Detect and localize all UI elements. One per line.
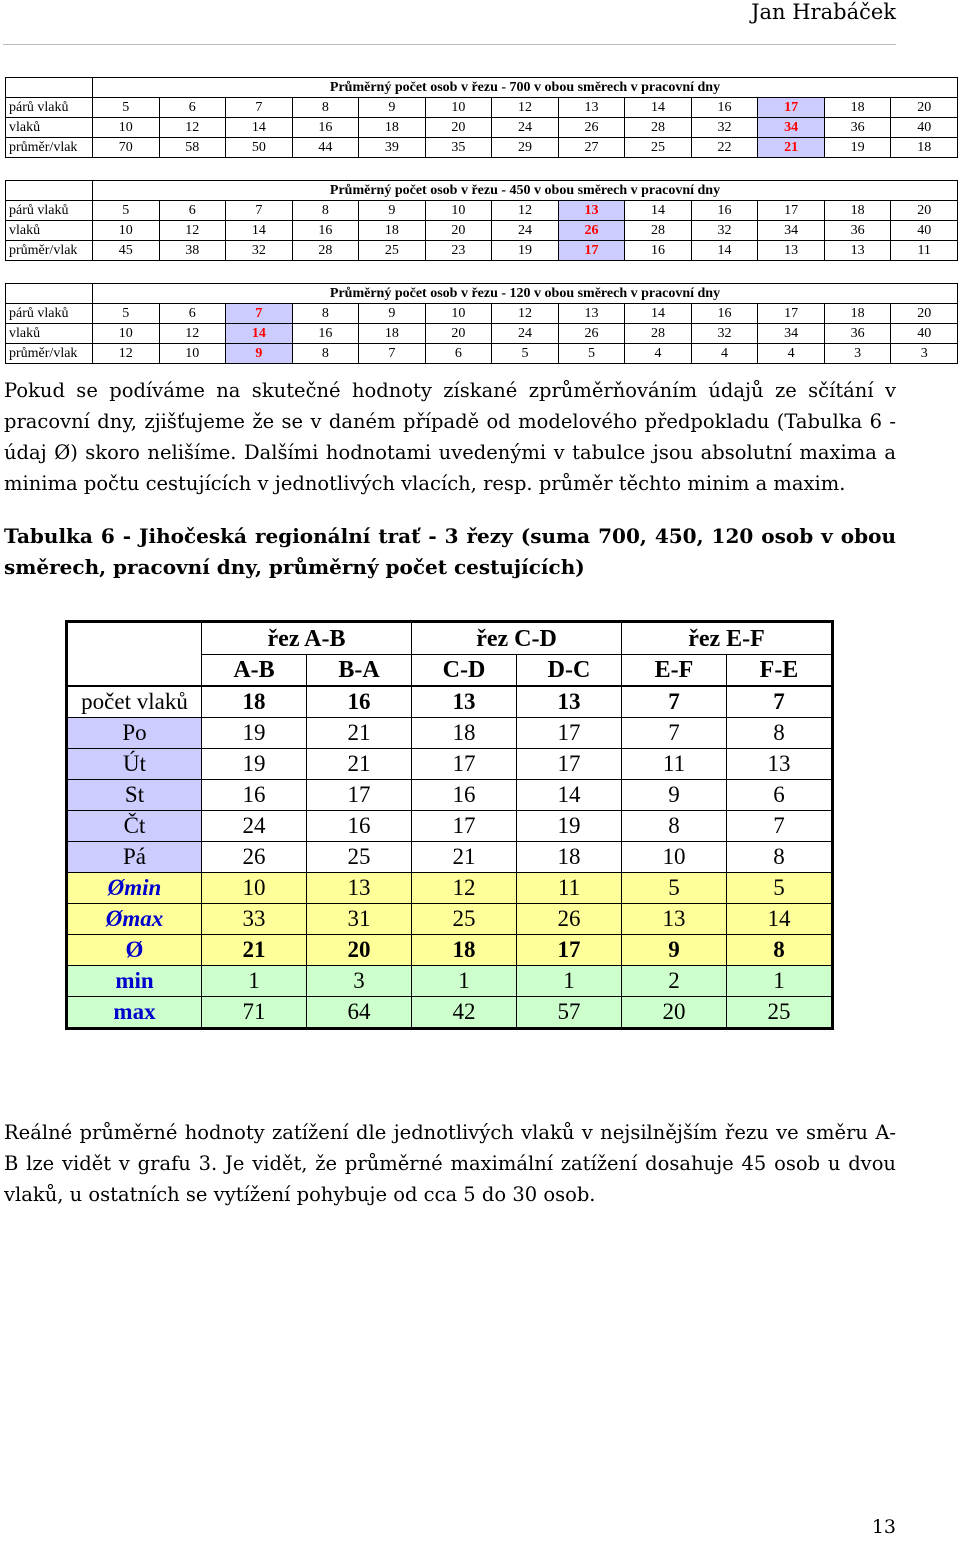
- row-label: Pá: [67, 842, 202, 873]
- row-label: vlaků: [6, 221, 93, 241]
- row-label: průměr/vlak: [6, 138, 93, 158]
- row-label: průměr/vlak: [6, 344, 93, 364]
- table-row: Po 19 21 18 17 7 8: [67, 718, 833, 749]
- highlight-cell: 17: [558, 241, 625, 261]
- row-label: Po: [67, 718, 202, 749]
- row-label: párů vlaků: [6, 304, 93, 324]
- direction-header: F-E: [727, 655, 833, 687]
- row-label: průměr/vlak: [6, 241, 93, 261]
- highlight-cell: 34: [758, 118, 825, 138]
- table-title: Průměrný počet osob v řezu - 120 v obou směrech v pracovní dny: [93, 284, 958, 304]
- table-row: průměr/vlak 70 58 50 44 39 35 29 27 25 22 21 19 18: [6, 138, 958, 158]
- highlight-cell: 17: [758, 98, 825, 118]
- highlight-cell: 21: [758, 138, 825, 158]
- highlight-cell: 26: [558, 221, 625, 241]
- row-label: počet vlaků: [67, 686, 202, 718]
- row-label: min: [67, 966, 202, 997]
- highlight-cell: 9: [226, 344, 293, 364]
- direction-header: E-F: [622, 655, 727, 687]
- page-number: 13: [871, 1516, 896, 1538]
- table-row: Pá 26 25 21 18 10 8: [67, 842, 833, 873]
- section-header: řez A-B: [202, 622, 412, 655]
- table-row: St 16 17 16 14 9 6: [67, 780, 833, 811]
- header-divider: [3, 44, 896, 45]
- table-title: Průměrný počet osob v řezu - 450 v obou směrech v pracovní dny: [93, 181, 958, 201]
- body-paragraph-2: Reálné průměrné hodnoty zatížení dle jednotlivých vlaků v nejsilnějším řezu ve směru A-B lze vidět v grafu 3. Je vidět, že průměrné maximální zatížení dosahuje 45 osob u dvou vlaků, u ostatních se vytížení pohybuje od cca 5 do 30 osob.: [4, 1121, 896, 1206]
- row-label: St: [67, 780, 202, 811]
- section-header: řez E-F: [622, 622, 833, 655]
- table-row: Ømax 33 31 25 26 13 14: [67, 904, 833, 935]
- table-row: párů vlaků 5 6 7 8 9 10 12 13 14 16 17 18 20: [6, 201, 958, 221]
- highlight-cell: 7: [226, 304, 293, 324]
- table-row: Čt 24 16 17 19 8 7: [67, 811, 833, 842]
- row-label: párů vlaků: [6, 201, 93, 221]
- table-row: průměr/vlak 12 10 9 8 7 6 5 5 4 4 4 3 3: [6, 344, 958, 364]
- avg-table-120: [5, 283, 958, 364]
- table-caption: Tabulka 6 - Jihočeská regionální trať - 3 řezy (suma 700, 450, 120 osob v obou směrech, pracovní dny, průměrný počet cestujících): [4, 524, 896, 579]
- table-row: max 71 64 42 57 20 25: [67, 997, 833, 1029]
- table-row: párů vlaků 5 6 7 8 9 10 12 13 14 16 17 18 20: [6, 304, 958, 324]
- table-row: Út 19 21 17 17 11 13: [67, 749, 833, 780]
- table-row: vlaků 10 12 14 16 18 20 24 26 28 32 34 36 40: [6, 324, 958, 344]
- table-row: vlaků 10 12 14 16 18 20 24 26 28 32 34 36 40: [6, 118, 958, 138]
- row-label: párů vlaků: [6, 98, 93, 118]
- table-title: Průměrný počet osob v řezu - 700 v obou směrech v pracovní dny: [93, 78, 958, 98]
- row-label: Čt: [67, 811, 202, 842]
- header-author: Jan Hrabáček: [751, 0, 896, 24]
- table-row: průměr/vlak 45 38 32 28 25 23 19 17 16 14 13 13 11: [6, 241, 958, 261]
- row-label: Út: [67, 749, 202, 780]
- highlight-cell: 14: [226, 324, 293, 344]
- row-label: Ømin: [67, 873, 202, 904]
- row-label: Ømax: [67, 904, 202, 935]
- direction-header: D-C: [517, 655, 622, 687]
- row-label: vlaků: [6, 324, 93, 344]
- table-row: párů vlaků 5 6 7 8 9 10 12 13 14 16 17 18 20: [6, 98, 958, 118]
- table-row: počet vlaků 18 16 13 13 7 7: [67, 686, 833, 718]
- direction-header: A-B: [202, 655, 307, 687]
- avg-table-700: [5, 77, 958, 158]
- highlight-cell: 13: [558, 201, 625, 221]
- row-label: Ø: [67, 935, 202, 966]
- main-summary-table: [65, 620, 834, 1030]
- table-row: Ømin 10 13 12 11 5 5: [67, 873, 833, 904]
- body-paragraph: Pokud se podíváme na skutečné hodnoty získané zprůměrňováním údajů ze sčítání v pracovní dny, zjišťujeme že se v daném případě od modelového předpokladu (Tabulka 6 - údaj Ø) skoro nelišíme. Dalšími hodnotami uvedenými v tabulce jsou absolutní maxima a minima počtu cestujících v jednotlivých vlacích, resp. průměr těchto minim a maxim.: [4, 379, 896, 495]
- section-header: řez C-D: [412, 622, 622, 655]
- table-row: vlaků 10 12 14 16 18 20 24 26 28 32 34 36 40: [6, 221, 958, 241]
- direction-header: C-D: [412, 655, 517, 687]
- table-row: min 1 3 1 1 2 1: [67, 966, 833, 997]
- row-label: vlaků: [6, 118, 93, 138]
- row-label: max: [67, 997, 202, 1029]
- table-row: Ø 21 20 18 17 9 8: [67, 935, 833, 966]
- avg-table-450: [5, 180, 958, 261]
- direction-header: B-A: [307, 655, 412, 687]
